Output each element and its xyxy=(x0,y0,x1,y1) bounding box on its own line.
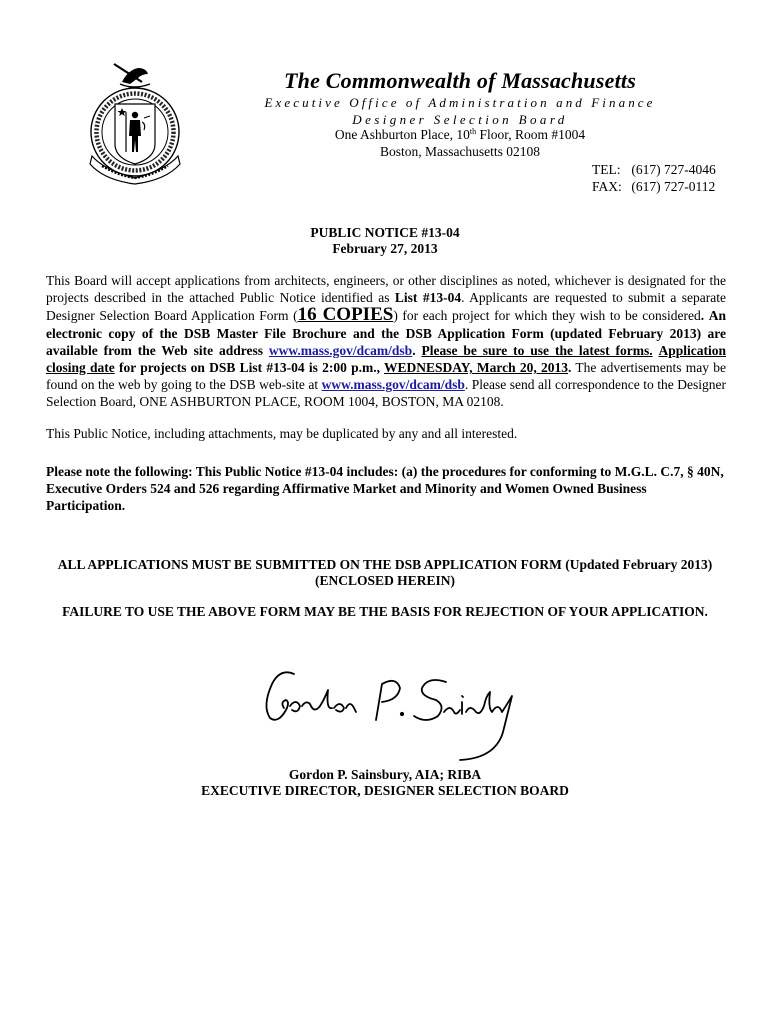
tel-label: TEL: xyxy=(592,162,621,177)
latest-forms-warning: Please be sure to use the latest forms. xyxy=(421,342,653,358)
fax-value: (617) 727-0112 xyxy=(631,179,716,194)
letterhead-board: Designer Selection Board xyxy=(352,112,568,127)
tel-value: (617) 727-4046 xyxy=(631,162,716,177)
notice-date: February 27, 2013 xyxy=(332,241,438,256)
notice-number: PUBLIC NOTICE #13-04 xyxy=(310,225,460,240)
letterhead-title: The Commonwealth of Massachusetts xyxy=(284,68,636,93)
massachusetts-seal-icon xyxy=(84,60,186,186)
intro-paragraph: This Board will accept applications from architects, engineers, or other disciplines as noted, whichever is designated for the projects described in the attached Public Notice identified as List #13-04. Applicants are requested to submit a separate Designer Selection Board Application Form (16 COPIES) for each project for which they wish to be considered. An electronic copy of the DSB Master File Brochure and the DSB Application Form (updated February 2013) are available from the Web site address www.mass.gov/dcam/dsb. Please be sure to use the latest forms. Application closing date for projects on DSB List #13-04 is 2:00 p.m., WEDNESDAY, March 20, 2013. The advertisements may be found on the web by going to the DSB web-site at www.mass.gov/dcam/dsb. Please send all correspondence to the Designer Selection Board, ONE ASHBURTON PLACE, ROOM 1004, BOSTON, MA 02108. xyxy=(46,273,727,410)
closing-date: WEDNESDAY, March 20, 2013 xyxy=(384,360,568,376)
fax-label: FAX: xyxy=(592,179,622,194)
address-line-2: Boston, Massachusetts 02108 xyxy=(379,144,541,159)
letterhead-office: Executive Office of Administration and Finance xyxy=(264,95,656,110)
dsb-website-link[interactable]: www.mass.gov/dcam/dsb xyxy=(268,342,413,358)
fax xyxy=(592,179,715,195)
submission-requirement: ALL APPLICATIONS MUST BE SUBMITTED ON THE DSB APPLICATION FORM (Updated February 2013) xyxy=(57,557,713,572)
list-reference: List #13-04 xyxy=(394,290,462,306)
rejection-warning: FAILURE TO USE THE ABOVE FORM MAY BE THE BASIS FOR REJECTION OF YOUR APPLICATION. xyxy=(62,604,708,619)
handwritten-signature xyxy=(250,662,520,764)
duplication-paragraph: This Public Notice, including attachments, may be duplicated by any and all interested. xyxy=(46,426,518,441)
signer-title: EXECUTIVE DIRECTOR, DESIGNER SELECTION BOARD xyxy=(201,783,569,798)
enclosed-herein: (ENCLOSED HEREIN) xyxy=(315,573,455,588)
dsb-website-link-2[interactable]: www.mass.gov/dcam/dsb xyxy=(321,377,465,393)
telephone xyxy=(592,162,716,178)
procedures-paragraph: Please note the following: This Public Notice #13-04 includes: (a) the procedures for conforming to M.G.L. C.7, § 40N, Executive Orders 524 and 526 regarding Affirmative Market and Minority and Women Owned Business Participation. xyxy=(46,464,724,514)
signer-name: Gordon P. Sainsbury, AIA; RIBA xyxy=(288,767,482,782)
copies-count: 16 COPIES xyxy=(297,304,394,326)
address-line-1: One Ashburton Place, 10th Floor, Room #1004 xyxy=(334,127,586,142)
